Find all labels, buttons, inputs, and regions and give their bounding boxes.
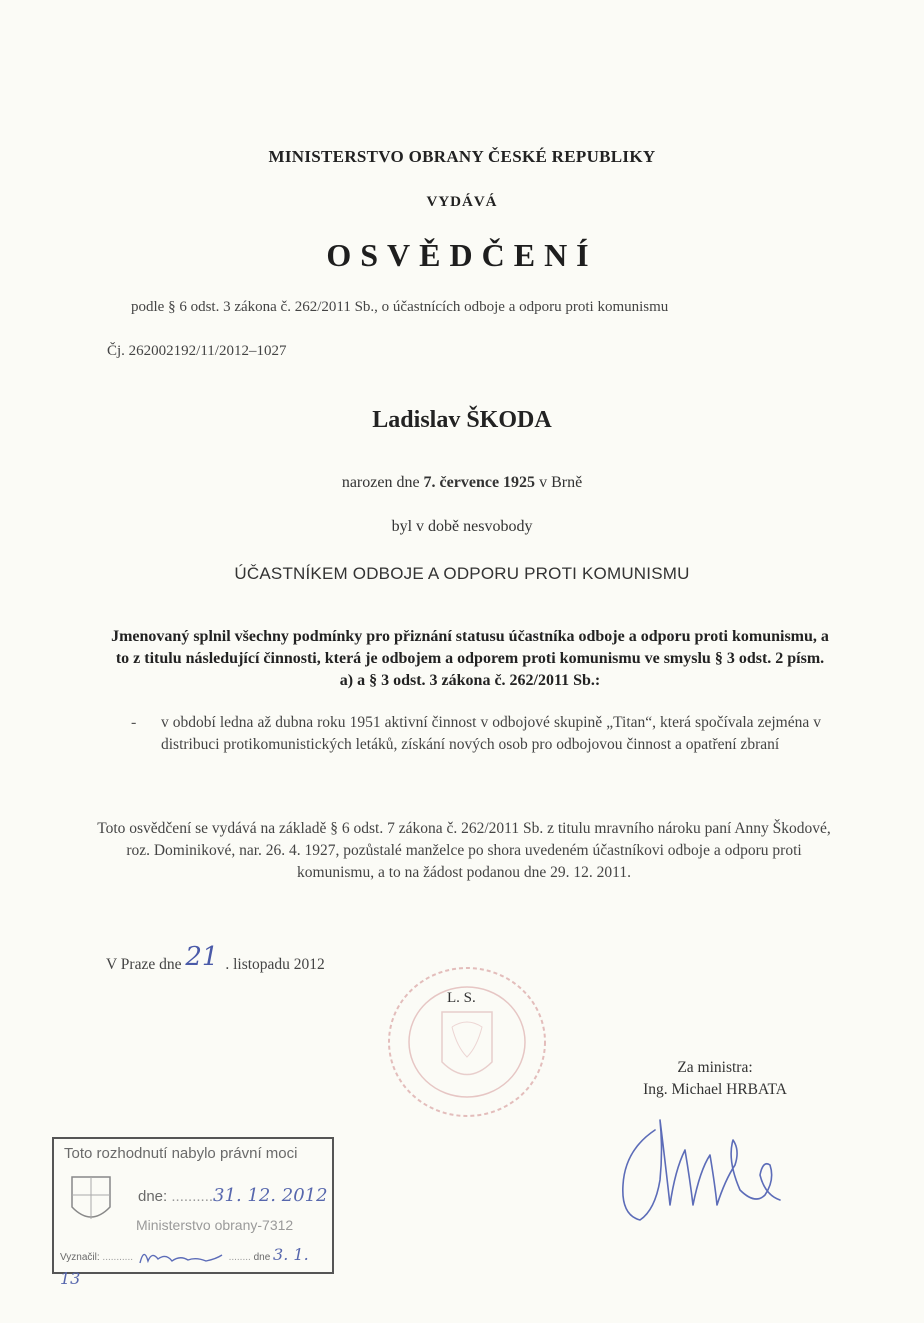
stamp-by-date-label: dne: [253, 1252, 271, 1263]
stamp-date-label: dne:: [138, 1188, 168, 1205]
issue-paragraph: Toto osvědčení se vydává na základě § 6 odst. 7 zákona č. 262/2011 Sb. z titulu mravního nároku paní Anny Škodové, roz. Dominikové, nar. 26. 4. 1927, pozůstalé manželce po shora uvedeném účastníkovi odboje a odporu proti komunismu, a to na žádost podanou dne 29. 12. 2011.: [97, 820, 831, 881]
activity-item: v období ledna až dubna roku 1951 aktivní činnost v odbojové skupině „Titan“, která spočívala zejména v distribuci protikomunistických letáků, získání nových osob pro odbojovou činnost a opatření zbraní: [161, 714, 821, 753]
stamp-initials-signature: [136, 1245, 226, 1269]
birth-suffix: v Brně: [535, 474, 583, 491]
stamp-by-label: Vyznačil:: [60, 1252, 100, 1263]
signatory-block: [600, 1057, 830, 1101]
legal-force-stamp: [52, 1137, 334, 1289]
stamp-heading: Toto rozhodnutí nabylo právní moci: [64, 1145, 298, 1162]
ministry-heading: MINISTERSTVO OBRANY ČESKÉ REPUBLIKY: [268, 147, 656, 166]
list-bullet: -: [131, 714, 137, 731]
place-prefix: V Praze dne: [106, 956, 186, 973]
birth-date: 7. července 1925: [423, 474, 536, 491]
handwritten-day: 21: [185, 942, 219, 972]
place-date: [106, 942, 325, 976]
stamp-ministry: Ministerstvo obrany-7312: [136, 1217, 294, 1233]
stamp-date-row: dne: ..........31. 12. 2012: [138, 1185, 328, 1206]
legal-basis: podle § 6 odst. 3 zákona č. 262/2011 Sb., o účastnících odboje a odporu proti komunismu: [131, 299, 669, 315]
stamp-by-date-value: 3. 1. 13: [60, 1245, 309, 1289]
state-emblem-icon: [68, 1173, 114, 1229]
round-seal-stamp: [382, 962, 552, 1122]
signatory-name: Ing. Michael HRBATA: [643, 1081, 787, 1098]
document-title: OSVĚDČENÍ: [326, 237, 598, 273]
stamp-date-value: 31. 12. 2012: [213, 1185, 328, 1206]
person-name: Ladislav ŠKODA: [372, 407, 552, 433]
signatory-for: Za ministra:: [677, 1059, 753, 1076]
during-text: byl v době nesvobody: [391, 518, 533, 535]
reference-number: Čj. 262002192/11/2012–1027: [107, 343, 287, 359]
birth-info: [0, 474, 924, 492]
status-heading: ÚČASTNÍKEM ODBOJE A ODPORU PROTI KOMUNISMU: [234, 564, 690, 583]
issues-heading: VYDÁVÁ: [426, 194, 498, 210]
handwritten-signature: [615, 1110, 795, 1230]
stamp-by-row: Vyznačil: ........... ........ dne 3. 1. 13: [60, 1245, 309, 1289]
seal-mark: L. S.: [447, 990, 476, 1006]
place-suffix: . listopadu 2012: [225, 956, 325, 973]
birth-prefix: narozen dne: [341, 474, 424, 491]
conditions-paragraph: Jmenovaný splnil všechny podmínky pro přiznání statusu účastníka odboje a odporu proti komunismu, a to z titulu následující činnosti, která je odbojem a odporem proti komunismu ve smyslu § 3 odst. 2 písm. a) a § 3 odst. 3 zákona č. 262/2011 Sb.:: [111, 628, 829, 689]
